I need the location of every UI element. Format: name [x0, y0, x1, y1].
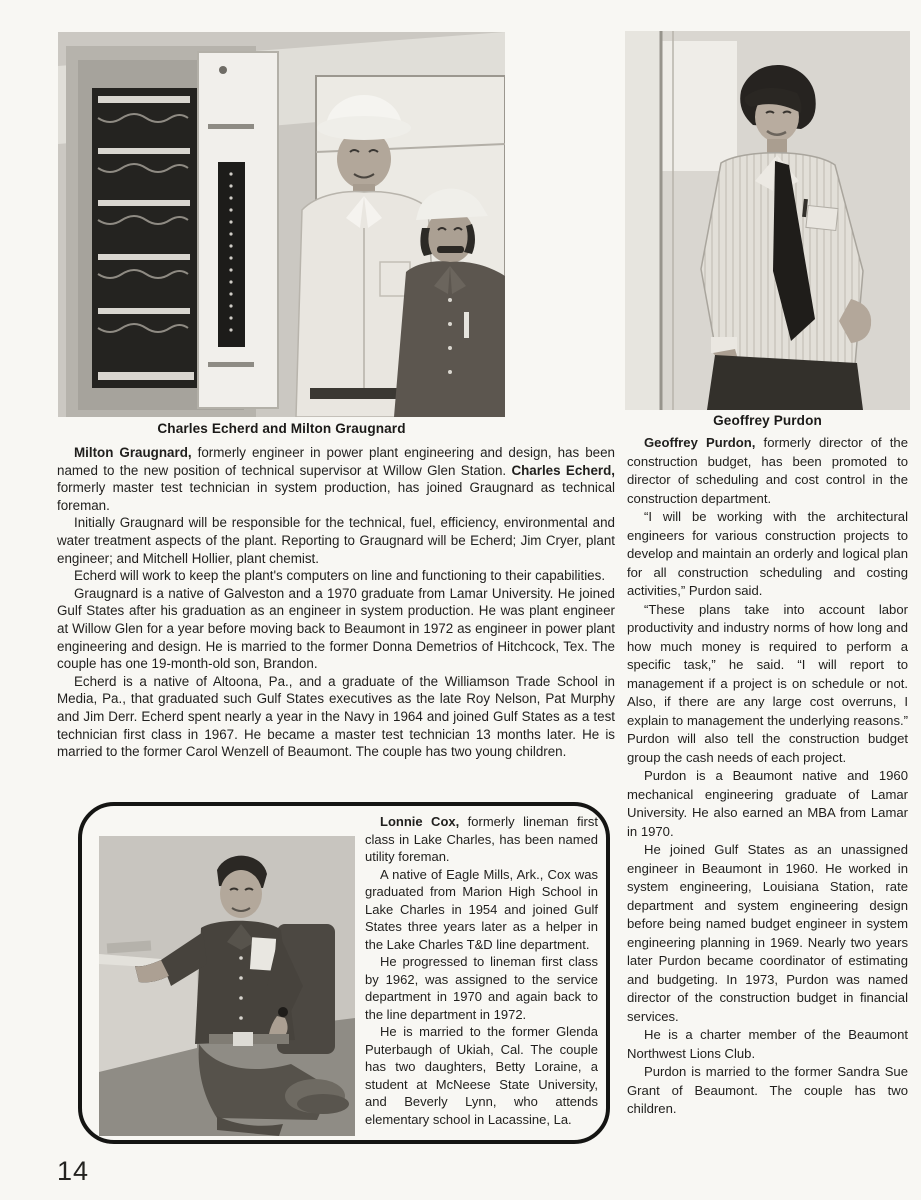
- paragraph: He is married to the former Glenda Puterbaugh of Ukiah, Cal. The couple has two daughters, Betty Loraine, a student at McNeese State University, and Beverly Lynn, who attends elementary school in Lacassine, La.: [365, 1024, 598, 1127]
- purdon-article: [627, 434, 908, 1119]
- person-name: Charles Echerd,: [511, 462, 615, 478]
- paragraph: “These plans take into account labor productivity and industry norms of how long and how much money is required to perform a specific task,” he said. “I will report to management if a project is on schedule or not. Also, if there are any large cost overruns, I explain to management the underlying reasons.” Purdon will also tell the construction budget group the cash needs of each project.: [627, 601, 908, 765]
- graugnard-article: [57, 444, 615, 761]
- paragraph-text: formerly lineman first class in Lake Charles, has been named utility foreman.: [365, 814, 599, 864]
- page-number: 14: [57, 1156, 90, 1186]
- cox-feature-box: [78, 802, 610, 1144]
- paragraph: Echerd will work to keep the plant's computers on line and functioning to their capabilities.: [74, 568, 606, 584]
- paragraph: Initially Graugnard will be responsible for the technical, fuel, efficiency, environmental and water treatment aspects of the plant. Reporting to Graugnard will be Echerd; Jim Cryer, plant engineer; and Mitchell Hollier, plant chemist.: [57, 515, 615, 566]
- paragraph: He is a charter member of the Beaumont Northwest Lions Club.: [627, 1027, 908, 1061]
- purdon-photo-illustration: [625, 31, 910, 410]
- cox-photo-illustration: [99, 836, 355, 1136]
- paragraph-text: formerly engineer in power plant engineering and design, has been named to the new position of technical supervisor at Willow Glen Station.: [57, 445, 616, 478]
- paragraph: [627, 434, 908, 508]
- paragraph: Graugnard is a native of Galveston and a 1970 graduate from Lamar University. He joined Gulf States after his graduation as an engineer in system production. He was plant engineer at Willow Glen for a year before moving back to Beaumont in 1972 as engineer in power plant engineering and design. He is married to the former Donna Demetrios of Hitchcock, Tex. The couple has one 19-month-old son, Brandon.: [57, 585, 615, 672]
- paragraph-text: formerly director of the construction budget, has been promoted to director of scheduling and cost control in the construction department.: [627, 435, 908, 506]
- paragraph: [57, 444, 615, 514]
- echerd-graugnard-photo-illustration: [58, 32, 505, 417]
- cox-photo: [99, 836, 355, 1141]
- person-name: Geoffrey Purdon,: [644, 435, 756, 450]
- person-name: Lonnie Cox,: [380, 814, 460, 829]
- paragraph-text: formerly master test technician in system production, has joined Graugnard as technical foreman.: [57, 480, 615, 513]
- purdon-photo: [625, 31, 910, 410]
- paragraph: A native of Eagle Mills, Ark., Cox was graduated from Marion High School in Lake Charles in 1954 and joined Gulf States three years later as a helper in the Lake Charles T&D line department.: [365, 866, 598, 952]
- paragraph: Purdon is married to the former Sandra Sue Grant of Beaumont. The couple has two children.: [627, 1064, 908, 1116]
- cox-article: [365, 813, 598, 1128]
- paragraph: Echerd is a native of Altoona, Pa., and a graduate of the Williamson Trade School in Media, Pa., that graduated such Gulf States executives as the late Roy Nelson, Pat Murphy and Jim Derr. Echerd spent nearly a year in the Navy in 1964 and joined Gulf States as a test technician first class in 1967. He became a master test technician 13 months later. He is married to the former Carol Wenzell of Beaumont. The couple has two young children.: [57, 673, 615, 760]
- purdon-photo-caption: Geoffrey Purdon: [713, 413, 822, 428]
- paragraph: He progressed to lineman first class by 1962, was assigned to the service department in 1970 and again back to the line department in 1972.: [365, 954, 598, 1022]
- paragraph: “I will be working with the architectural engineers for various construction projects to develop and maintain an orderly and logical plan for all construction scheduling and costing activities,” Purdon said.: [627, 509, 908, 598]
- paragraph: He joined Gulf States as an unassigned engineer in Beaumont in 1960. He worked in system engineering, Louisiana Station, rate department and system engineering design before being named budget engineer in system engineering planning in 1969. Nearly two years later Purdon became coordinator of estimating and budgeting. In 1973, Purdon was named director of the construction budget in financial services.: [627, 842, 908, 1024]
- paragraph: [365, 813, 598, 866]
- person-name: Milton Graugnard,: [74, 445, 192, 460]
- paragraph: Purdon is a Beaumont native and 1960 mechanical engineering graduate of Lamar University. He also earned an MBA from Lamar in 1970.: [627, 768, 908, 839]
- echerd-graugnard-photo: [58, 32, 505, 417]
- main-photo-caption: Charles Echerd and Milton Graugnard: [157, 421, 406, 436]
